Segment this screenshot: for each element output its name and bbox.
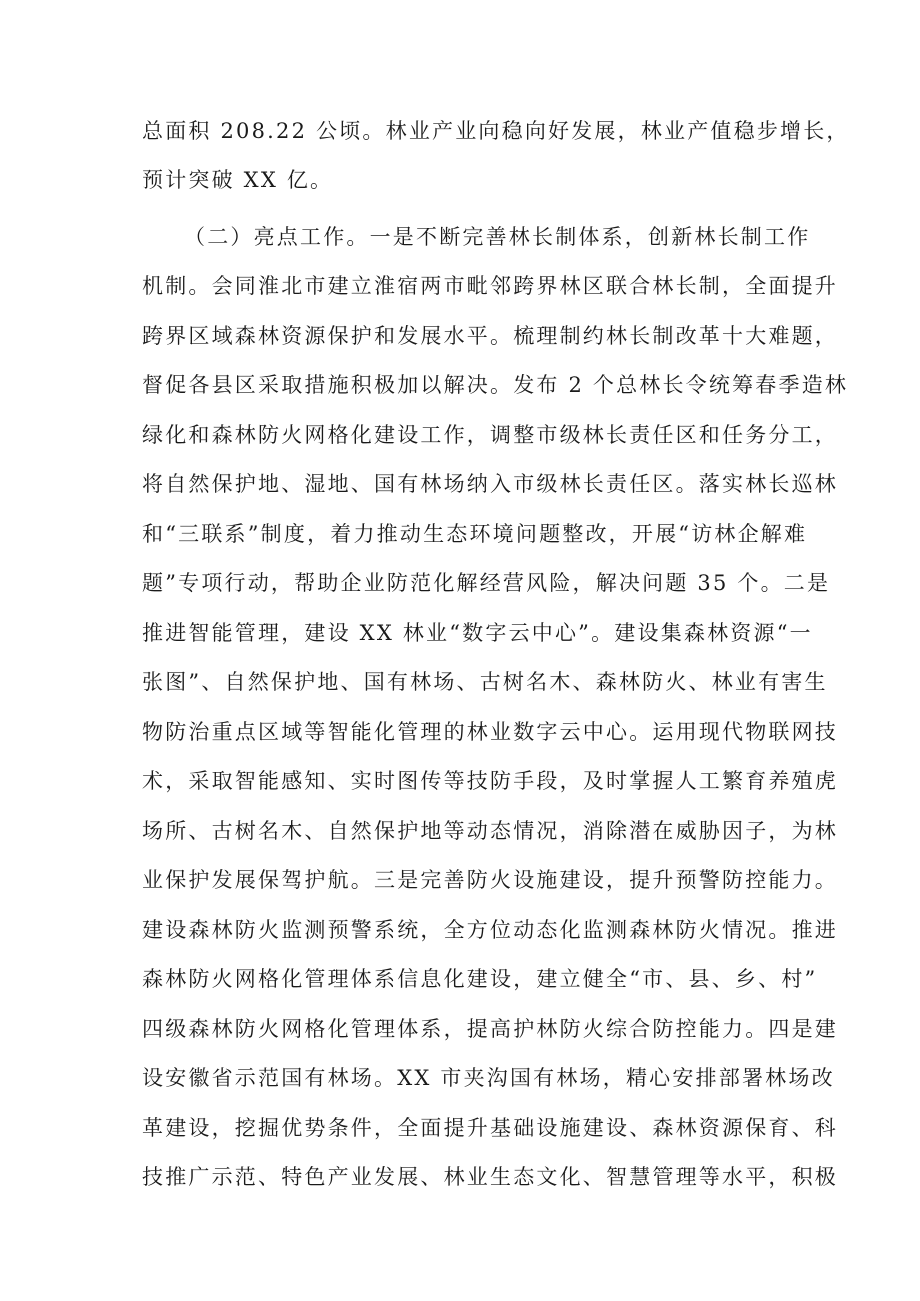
text-line: 四级森林防火网格化管理体系，提高护林防火综合防控能力。四是建 <box>142 1017 838 1041</box>
text-line: 森林防火网格化管理体系信息化建设，建立健全“市、县、乡、村” <box>142 967 818 991</box>
text-line: 技推广示范、特色产业发展、林业生态文化、智慧管理等水平，积极 <box>142 1165 838 1189</box>
text-line: 跨界区域森林资源保护和发展水平。梳理制约林长制改革十大难题， <box>142 324 838 348</box>
text-line: 术，采取智能感知、实时图传等技防手段，及时掌握人工繁育养殖虎 <box>142 769 838 793</box>
text-line: 物防治重点区域等智能化管理的林业数字云中心。运用现代物联网技 <box>142 720 838 744</box>
text-line: 张图”、自然保护地、国有林场、古树名木、森林防火、林业有害生 <box>142 670 828 694</box>
text-line: 业保护发展保驾护航。三是完善防火设施建设，提升预警防控能力。 <box>142 868 838 892</box>
paragraph-first-line: （二）亮点工作。一是不断完善林长制体系，创新林长制工作 <box>184 225 811 249</box>
text-line: 场所、古树名木、自然保护地等动态情况，消除潜在威胁因子，为林 <box>142 819 838 843</box>
text-line: 推进智能管理，建设 XX 林业“数字云中心”。建设集森林资源“一 <box>142 621 813 645</box>
text-line: 革建设，挖掘优势条件，全面提升基础设施建设、森林资源保育、科 <box>142 1116 838 1140</box>
text-line: 预计突破 XX 亿。 <box>142 168 334 192</box>
text-line: 题”专项行动，帮助企业防范化解经营风险，解决问题 35 个。二是 <box>142 571 831 595</box>
text-line: 和“三联系”制度，着力推动生态环境问题整改，开展“访林企解难 <box>142 522 808 546</box>
text-line: 将自然保护地、湿地、国有林场纳入市级林长责任区。落实林长巡林 <box>142 472 838 496</box>
text-line: 机制。会同淮北市建立淮宿两市毗邻跨界林区联合林长制，全面提升 <box>142 274 838 298</box>
text-line: 建设森林防火监测预警系统，全方位动态化监测森林防火情况。推进 <box>142 918 838 942</box>
text-line: 总面积 208.22 公顷。林业产业向稳向好发展，林业产值稳步增长， <box>142 119 850 143</box>
text-line: 设安徽省示范国有林场。XX 市夹沟国有林场，精心安排部署林场改 <box>142 1066 835 1090</box>
text-line: 督促各县区采取措施积极加以解决。发布 2 个总林长令统筹春季造林 <box>142 373 849 397</box>
text-line: 绿化和森林防火网格化建设工作，调整市级林长责任区和任务分工， <box>142 423 838 447</box>
